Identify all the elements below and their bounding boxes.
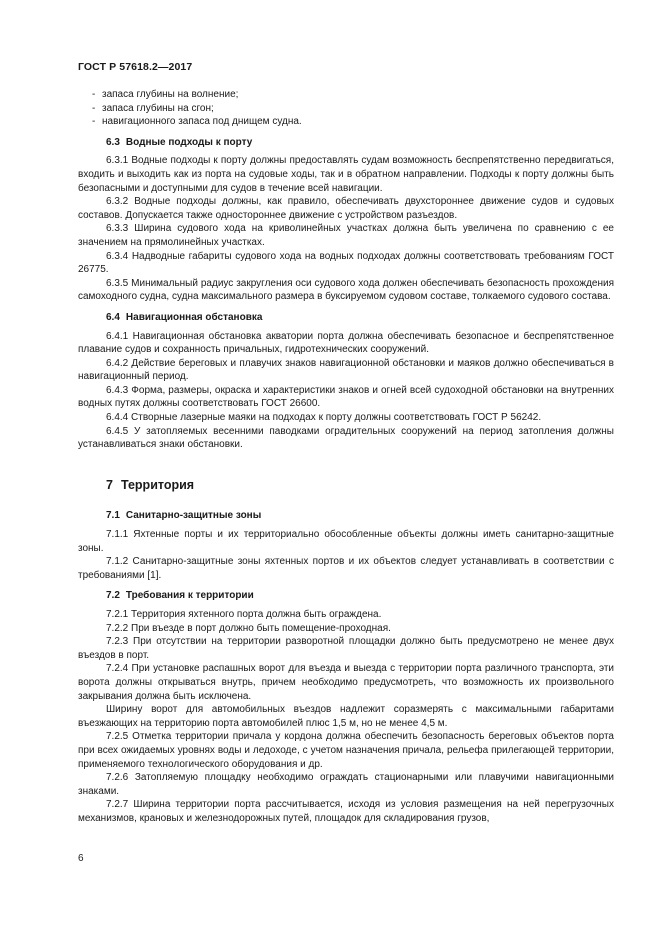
section-title: Навигационная обстановка [125,311,263,323]
paragraph: 7.1.2 Санитарно-защитные зоны яхтенных портов и их объектов следует устанавливать в соответствии с требованиями [1]. [78,556,614,581]
paragraph: 6.3.4 Надводные габариты судового хода на водных подходах должны соответствовать требованиям ГОСТ 26775. [78,250,614,276]
paragraph: 7.2.5 Отметка территории причала у кордона должна обеспечить безопасность береговых объектов порта при всех ожидаемых уровнях воды и ледоходе, с учетом назначения причала, рельефа прилегающей территории, применяемого технологического оборудования и др. [78,731,614,770]
list-item-text: запаса глубины на волнение; [102,89,239,100]
paragraph: 6.4.3 Форма, размеры, окраска и характеристики знаков и огней всей судоходной обстановки на внутренних водных путях должны соответствовать ГОСТ 26600. [78,384,614,410]
list-item-text: навигационного запаса под днищем судна. [102,116,302,128]
paragraph: 7.2.6 Затопляемую площадку необходимо ограждать стационарными или плавучими навигационными знаками. [78,772,614,797]
section-number: 7.2 [106,590,120,602]
section-heading-6-3 [78,136,614,150]
paragraph: 6.4.5 У затопляемых весенними паводками оградительных сооружений на период затопления должны устанавливаться знаки обстановки. [78,425,614,451]
section-title: Территория [120,477,195,492]
list-item [78,88,614,102]
paragraph: 6.3.5 Минимальный радиус закругления оси судового хода должен обеспечивать безопасность прохождения самоходного судна, судна максимального размера в буксируемом судовом составе, толкаемого судового состава. [78,277,614,303]
section-number: 7 [106,477,113,492]
paragraph: 6.4.1 Навигационная обстановка акватории порта должна обеспечивать безопасное и беспрепятственное плавание судов и сохранность причальных, гидротехнических сооружений. [78,330,614,356]
list-item [78,102,614,116]
paragraph: 7.2.3 При отсутствии на территории разворотной площадки должно быть предусмотрено не менее двух въездов в порт. [78,636,614,661]
paragraph: 7.2.1 Территория яхтенного порта должна быть ограждена. [106,609,382,620]
paragraph: 6.3.2 Водные подходы должны, как правило, обеспечивать двухстороннее движение судов и судовых составов. Допускается также одностороннее движение с устройством разъездов. [78,196,614,221]
dash-mark: - [92,102,96,114]
page-number: 6 [78,853,84,864]
paragraph: 7.2.2 При въезде в порт должно быть помещение-проходная. [106,622,391,634]
section-title: Требования к территории [125,590,254,602]
dash-mark: - [92,116,96,128]
section-number: 6.3 [106,136,120,148]
section-heading-7 [78,479,614,493]
paragraph: 6.4.4 Створные лазерные маяки на подходах к порту должны соответствовать ГОСТ Р 56242. [106,412,542,424]
paragraph: 7.1.1 Яхтенные порты и их территориально обособленные объекты должны иметь санитарно-защитные зоны. [78,529,614,554]
section-number: 6.4 [106,311,120,323]
section-number: 7.1 [106,510,120,522]
paragraph: 6.4.2 Действие береговых и плавучих знаков навигационной обстановки и маяков должно обеспечиваться в навигационный период. [78,357,614,383]
section-heading-7-1 [78,509,614,523]
paragraph: Ширину ворот для автомобильных въездов надлежит соразмерять с максимальными габаритами въезжающих на территорию порта автомобилей плюс 1,5 м, но не менее 4,5 м. [78,704,614,729]
dash-mark: - [92,89,96,100]
list-item [78,115,614,129]
list-item-text: запаса глубины на сгон; [102,102,214,114]
paragraph: 6.3.3 Ширина судового хода на криволинейных участках должна быть увеличена по сравнению с ее значением на прямолинейных участках. [78,223,614,248]
paragraph: 7.2.7 Ширина территории порта рассчитывается, исходя из условия размещения на ней перегрузочных механизмов, крановых и железнодорожных путей, площадок для складирования грузов, [78,799,614,824]
document-body [78,88,614,826]
paragraph: 7.2.4 При установке распашных ворот для въезда и выезда с территории порта различного транспорта, эти ворота должны открываться внутрь, причем необходимо предусмотреть, что возможность их произвольного закрывания должна быть исключена. [78,663,614,702]
document-code-header: ГОСТ Р 57618.2—2017 [78,61,193,73]
section-heading-7-2 [78,589,614,603]
section-title: Водные подходы к порту [125,136,253,148]
paragraph: 6.3.1 Водные подходы к порту должны предоставлять судам возможность беспрепятственно передвигаться, входить и выходить как из порта на судовые ходы, так и в обратном направлении. Подходы к порту должны быть безопасными и доступными для судов в течение всей навигации. [78,155,614,194]
section-title: Санитарно-защитные зоны [125,510,262,522]
section-heading-6-4 [78,311,614,325]
